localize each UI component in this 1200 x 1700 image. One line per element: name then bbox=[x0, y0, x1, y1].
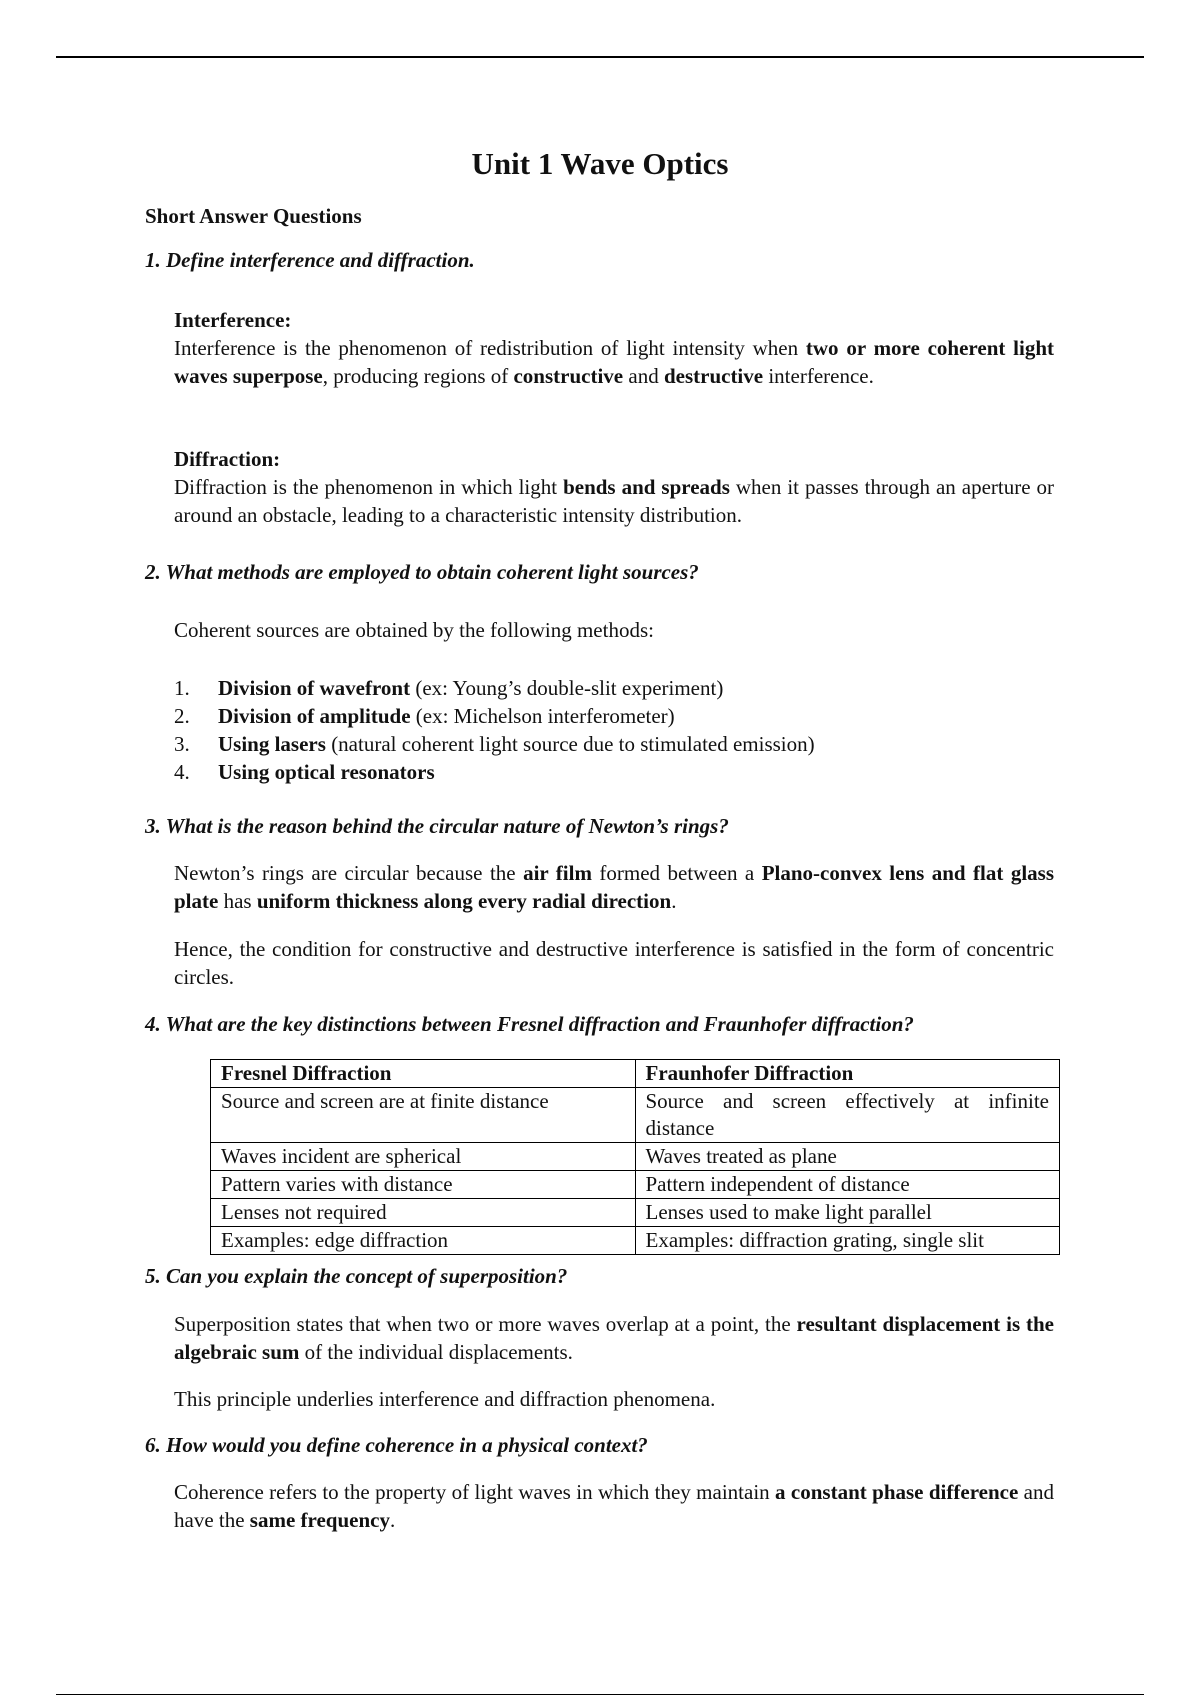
coherence-answer: Coherence refers to the property of light waves in which they maintain a constant phase difference and have the same frequency. bbox=[174, 1480, 1054, 1532]
diffraction-label: Diffraction: bbox=[174, 447, 281, 471]
table-cell: Source and screen are at finite distance bbox=[211, 1088, 636, 1143]
section-heading: Short Answer Questions bbox=[145, 204, 362, 228]
table-header-fraunhofer: Fraunhofer Diffraction bbox=[635, 1060, 1060, 1088]
superposition-note: This principle underlies interference and diffraction phenomena. bbox=[174, 1387, 716, 1411]
table-cell: Waves treated as plane bbox=[635, 1143, 1060, 1171]
table-cell: Lenses used to make light parallel bbox=[635, 1199, 1060, 1227]
table-row bbox=[211, 1171, 1060, 1199]
top-rule bbox=[56, 56, 1144, 58]
methods-intro: Coherent sources are obtained by the following methods: bbox=[174, 618, 654, 642]
question-6: 6. How would you define coherence in a physical context? bbox=[145, 1433, 648, 1457]
question-3: 3. What is the reason behind the circular nature of Newton’s rings? bbox=[145, 814, 729, 838]
list-item: 2. Division of amplitude (ex: Michelson interferometer) bbox=[174, 704, 675, 728]
list-item: 3. Using lasers (natural coherent light source due to stimulated emission) bbox=[174, 732, 815, 756]
superposition-answer: Superposition states that when two or more waves overlap at a point, the resultant displacement is the algebraic sum of the individual displacements. bbox=[174, 1312, 1054, 1364]
table-cell: Waves incident are spherical bbox=[211, 1143, 636, 1171]
newtons-rings-answer: Newton’s rings are circular because the air film formed between a Plano-convex lens and flat glass plate has uniform thickness along every radial direction. bbox=[174, 861, 1055, 913]
list-item: 4. Using optical resonators bbox=[174, 760, 435, 784]
list-item: 1. Division of wavefront (ex: Young’s double-slit experiment) bbox=[174, 676, 724, 700]
table-cell: Pattern varies with distance bbox=[211, 1171, 636, 1199]
interference-label: Interference: bbox=[174, 308, 292, 332]
interference-definition: Interference: Interference is the phenomenon of redistribution of light intensity when two or more coherent light waves superpose, producing regions of constructive and destructive interference. bbox=[174, 308, 1054, 388]
table-cell: Lenses not required bbox=[211, 1199, 636, 1227]
page-title: Unit 1 Wave Optics bbox=[471, 146, 729, 181]
comparison-table bbox=[210, 1059, 1060, 1255]
methods-list bbox=[174, 674, 1054, 786]
table-row bbox=[211, 1143, 1060, 1171]
question-2: 2. What methods are employed to obtain coherent light sources? bbox=[145, 560, 699, 584]
table-cell: Source and screen effectively at infinite distance bbox=[635, 1088, 1060, 1143]
table-header-row bbox=[211, 1060, 1060, 1088]
question-1: 1. Define interference and diffraction. bbox=[145, 248, 475, 272]
question-4: 4. What are the key distinctions between Fresnel diffraction and Fraunhofer diffraction? bbox=[145, 1012, 914, 1036]
newtons-rings-conclusion: Hence, the condition for constructive and destructive interference is satisfied in the form of concentric circles. bbox=[174, 937, 1054, 989]
table-cell: Pattern independent of distance bbox=[635, 1171, 1060, 1199]
table-row bbox=[211, 1088, 1060, 1143]
table-row bbox=[211, 1199, 1060, 1227]
question-5: 5. Can you explain the concept of superposition? bbox=[145, 1264, 568, 1288]
table-cell: Examples: diffraction grating, single slit bbox=[635, 1227, 1060, 1255]
bottom-rule bbox=[56, 1694, 1144, 1695]
diffraction-definition: Diffraction: Diffraction is the phenomenon in which light bends and spreads when it passes through an aperture or around an obstacle, leading to a characteristic intensity distribution. bbox=[174, 447, 1055, 527]
table-cell: Examples: edge diffraction bbox=[211, 1227, 636, 1255]
table-row bbox=[211, 1227, 1060, 1255]
table-header-fresnel: Fresnel Diffraction bbox=[211, 1060, 636, 1088]
